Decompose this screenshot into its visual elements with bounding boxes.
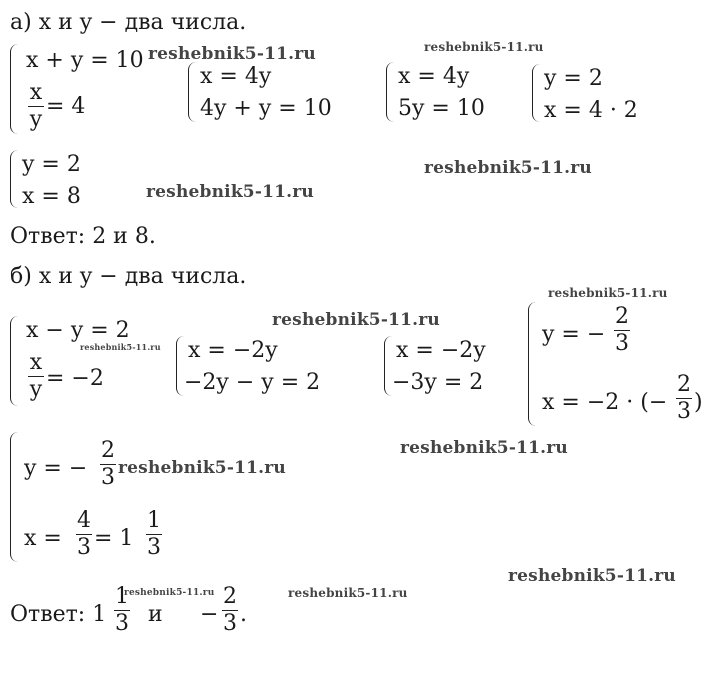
part-a-system-2 [188, 62, 358, 126]
answer-period: . [240, 602, 247, 627]
equation-left: x = −2 · (− [542, 390, 668, 415]
watermark: reshebnik5-11.ru [148, 44, 316, 64]
denominator: 3 [615, 331, 629, 356]
part-a-answer: Ответ: 2 и 8. [10, 224, 156, 249]
equation: 5y = 10 [398, 96, 485, 121]
watermark: reshebnik5-11.ru [424, 40, 544, 54]
fraction [676, 374, 692, 423]
equation-left: y = − [542, 322, 606, 347]
watermark: reshebnik5-11.ru [124, 588, 215, 598]
denominator: y [29, 107, 43, 132]
denominator: 3 [223, 611, 237, 636]
equation-left: y = − [24, 456, 88, 481]
answer-label: Ответ: 1 [10, 602, 107, 627]
denominator: 3 [77, 535, 91, 560]
watermark: reshebnik5-11.ru [272, 310, 440, 330]
numerator: 1 [115, 584, 129, 609]
equation: y = 2 [544, 66, 603, 91]
fraction [76, 510, 92, 559]
denominator: 3 [115, 611, 129, 636]
brace [10, 432, 19, 562]
numerator: 2 [615, 304, 629, 329]
fraction [28, 352, 44, 401]
equation: y = 2 [22, 152, 81, 177]
watermark: reshebnik5-11.ru [118, 458, 286, 478]
equation: x = 4y [398, 64, 470, 89]
fraction [28, 82, 44, 131]
brace [532, 64, 541, 122]
part-b-system-4 [528, 302, 708, 428]
fraction [146, 510, 162, 559]
equation: x − y = 2 [26, 318, 130, 343]
brace [10, 150, 19, 208]
equation: −2y − y = 2 [184, 370, 321, 395]
watermark: reshebnik5-11.ru [424, 158, 592, 178]
equation: x = 4 · 2 [544, 98, 638, 123]
part-a-system-3 [386, 62, 516, 126]
part-a-heading: а) x и y − два числа. [10, 10, 247, 35]
denominator: 3 [147, 535, 161, 560]
equation-rest: = 4 [46, 94, 86, 119]
fraction [614, 306, 630, 355]
numerator: 2 [677, 372, 691, 397]
fraction [222, 586, 238, 635]
part-b-heading: б) x и y − два числа. [10, 264, 247, 289]
equation: x = 8 [22, 184, 81, 209]
denominator: y [29, 377, 43, 402]
fraction [100, 440, 116, 489]
numerator: 4 [77, 508, 91, 533]
brace [10, 44, 19, 134]
watermark: reshebnik5-11.ru [146, 182, 314, 202]
part-b-system-1 [10, 316, 150, 408]
answer-conjunction: и [148, 602, 163, 627]
numerator: 2 [223, 584, 237, 609]
equation: x = −2y [396, 338, 486, 363]
equation-left: x = [24, 526, 62, 551]
part-a-system-4 [532, 64, 662, 126]
brace [528, 302, 537, 426]
brace [188, 62, 197, 122]
equation-mid: = 1 [94, 526, 134, 551]
brace [386, 62, 395, 122]
denominator: 3 [101, 465, 115, 490]
equation: x + y = 10 [26, 48, 144, 73]
numerator: x [29, 350, 43, 375]
equation: x = −2y [188, 338, 278, 363]
equation: 4y + y = 10 [200, 96, 332, 121]
watermark: reshebnik5-11.ru [508, 566, 676, 586]
watermark: reshebnik5-11.ru [288, 586, 408, 600]
denominator: 3 [677, 399, 691, 424]
equation-rest: = −2 [46, 366, 104, 391]
watermark: reshebnik5-11.ru [548, 286, 668, 300]
brace [10, 316, 19, 406]
watermark: reshebnik5-11.ru [400, 438, 568, 458]
part-b-system-2 [176, 336, 346, 400]
equation: −3y = 2 [392, 370, 484, 395]
part-a-system-1 [10, 44, 150, 136]
watermark: reshebnik5-11.ru [80, 342, 161, 352]
numerator: 1 [147, 508, 161, 533]
numerator: 2 [101, 438, 115, 463]
part-b-system-5 [10, 432, 210, 566]
part-b-system-3 [384, 336, 514, 400]
equation-right: ) [694, 390, 703, 415]
answer-minus: − [200, 602, 219, 627]
equation: x = 4y [200, 64, 272, 89]
numerator: x [29, 80, 43, 105]
part-a-system-5 [10, 150, 130, 212]
